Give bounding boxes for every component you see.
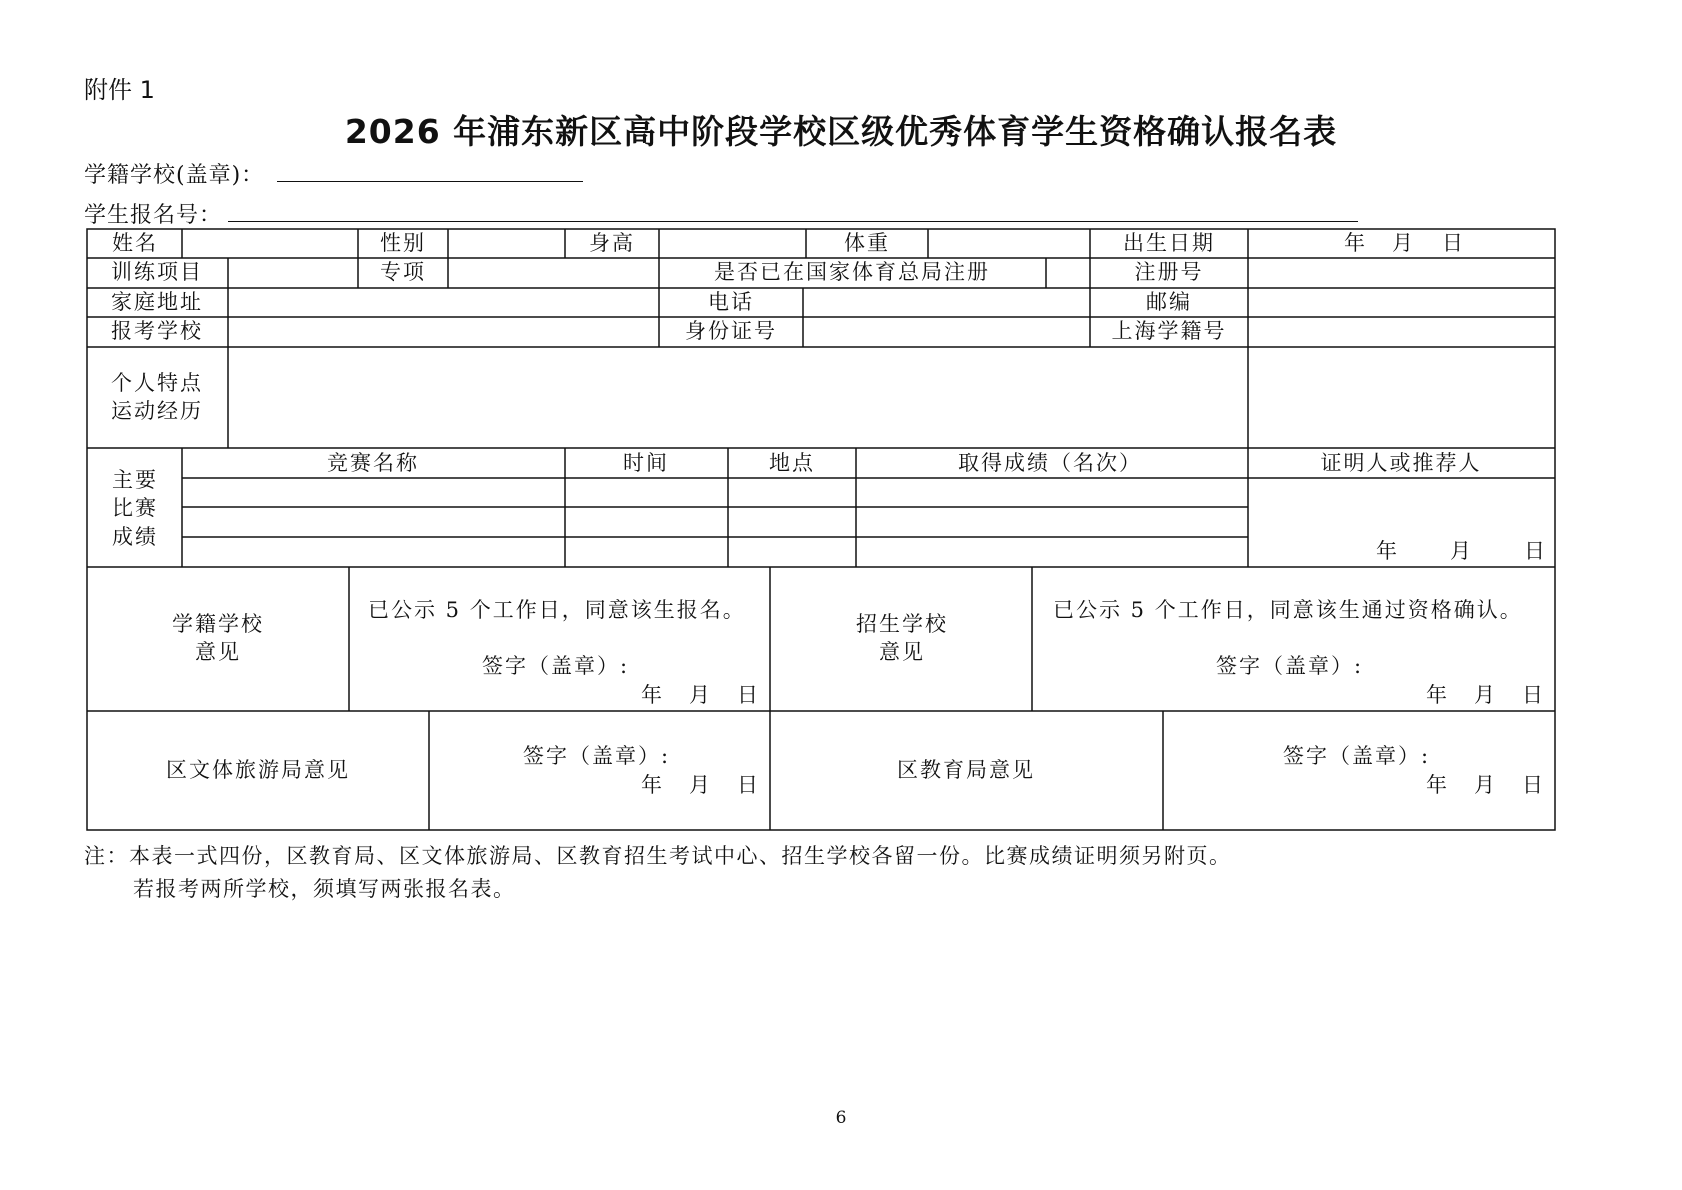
postcode-label: 邮编 [1146, 290, 1192, 314]
specialty-label: 专项 [380, 260, 426, 284]
competition-name-header: 竞赛名称 [327, 451, 419, 475]
form-title: 2026 年浦东新区高中阶段学校区级优秀体育学生资格确认报名表 [344, 112, 1338, 151]
enrolled-month: 月 [689, 683, 712, 707]
enrolled-school-opinion-text: 已公示 5 个工作日，同意该生报名。 [368, 598, 746, 622]
school-seal-label: 学籍学校(盖章)： [84, 163, 265, 188]
culture-sports-signature: 签字（盖章）: [523, 744, 671, 768]
admission-year: 年 [1426, 683, 1449, 707]
note-line-2: 若报考两所学校，须填写两张报名表。 [133, 877, 516, 901]
attachment-label: 附件 1 [84, 76, 155, 104]
enrolled-school-opinion-label-1: 学籍学校 [172, 612, 264, 636]
note-line-1: 注：本表一式四份，区教育局、区文体旅游局、区教育招生考试中心、招生学校各留一份。比赛成绩证明须另附页。 [84, 844, 1232, 868]
height-label: 身高 [589, 231, 635, 255]
admission-signature: 签字（盖章）: [1216, 654, 1364, 678]
applied-school-label: 报考学校 [111, 319, 203, 343]
sports-experience-label: 运动经历 [111, 399, 203, 423]
name-label: 姓名 [112, 231, 158, 255]
gender-label: 性别 [380, 231, 426, 255]
referee-year: 年 [1376, 539, 1399, 563]
birth-day: 日 [1442, 231, 1465, 255]
personal-traits-label: 个人特点 [111, 371, 203, 395]
page-number: 6 [835, 1108, 847, 1128]
culture-sports-month: 月 [689, 773, 712, 797]
admission-school-opinion-text: 已公示 5 个工作日，同意该生通过资格确认。 [1053, 598, 1523, 622]
student-no-label: 学生报名号： [84, 203, 223, 228]
home-address-label: 家庭地址 [111, 290, 203, 314]
enrolled-day: 日 [737, 683, 760, 707]
admission-day: 日 [1522, 683, 1545, 707]
id-number-label: 身份证号 [685, 319, 777, 343]
competitions-side-3: 成绩 [112, 525, 158, 549]
culture-sports-year: 年 [641, 773, 664, 797]
culture-sports-bureau-label: 区文体旅游局意见 [166, 758, 350, 782]
education-bureau-label: 区教育局意见 [897, 758, 1035, 782]
admission-school-opinion-label-1: 招生学校 [856, 612, 948, 636]
registered-national-label: 是否已在国家体育总局注册 [714, 260, 990, 284]
admission-month: 月 [1474, 683, 1497, 707]
competitions-side-2: 比赛 [112, 496, 158, 520]
shanghai-student-no-label: 上海学籍号 [1111, 319, 1227, 343]
phone-label: 电话 [708, 290, 754, 314]
education-bureau-signature: 签字（盖章）: [1283, 744, 1431, 768]
birth-date-label: 出生日期 [1123, 231, 1215, 255]
registration-no-label: 注册号 [1134, 260, 1204, 284]
referee-month: 月 [1450, 539, 1473, 563]
competition-result-header: 取得成绩（名次） [958, 451, 1142, 475]
competitions-side-1: 主要 [112, 468, 158, 492]
education-bureau-day: 日 [1522, 773, 1545, 797]
enrolled-year: 年 [641, 683, 664, 707]
competition-time-header: 时间 [623, 451, 669, 475]
weight-label: 体重 [844, 231, 890, 255]
enrolled-signature: 签字（盖章）: [482, 654, 630, 678]
referee-day: 日 [1524, 539, 1547, 563]
training-item-label: 训练项目 [111, 260, 203, 284]
competition-place-header: 地点 [769, 451, 815, 475]
culture-sports-day: 日 [737, 773, 760, 797]
enrolled-school-opinion-label-2: 意见 [195, 640, 241, 664]
admission-school-opinion-label-2: 意见 [879, 640, 925, 664]
birth-year: 年 [1344, 231, 1367, 255]
referee-header: 证明人或推荐人 [1320, 451, 1482, 475]
birth-month: 月 [1392, 231, 1415, 255]
education-bureau-month: 月 [1474, 773, 1497, 797]
education-bureau-year: 年 [1426, 773, 1449, 797]
